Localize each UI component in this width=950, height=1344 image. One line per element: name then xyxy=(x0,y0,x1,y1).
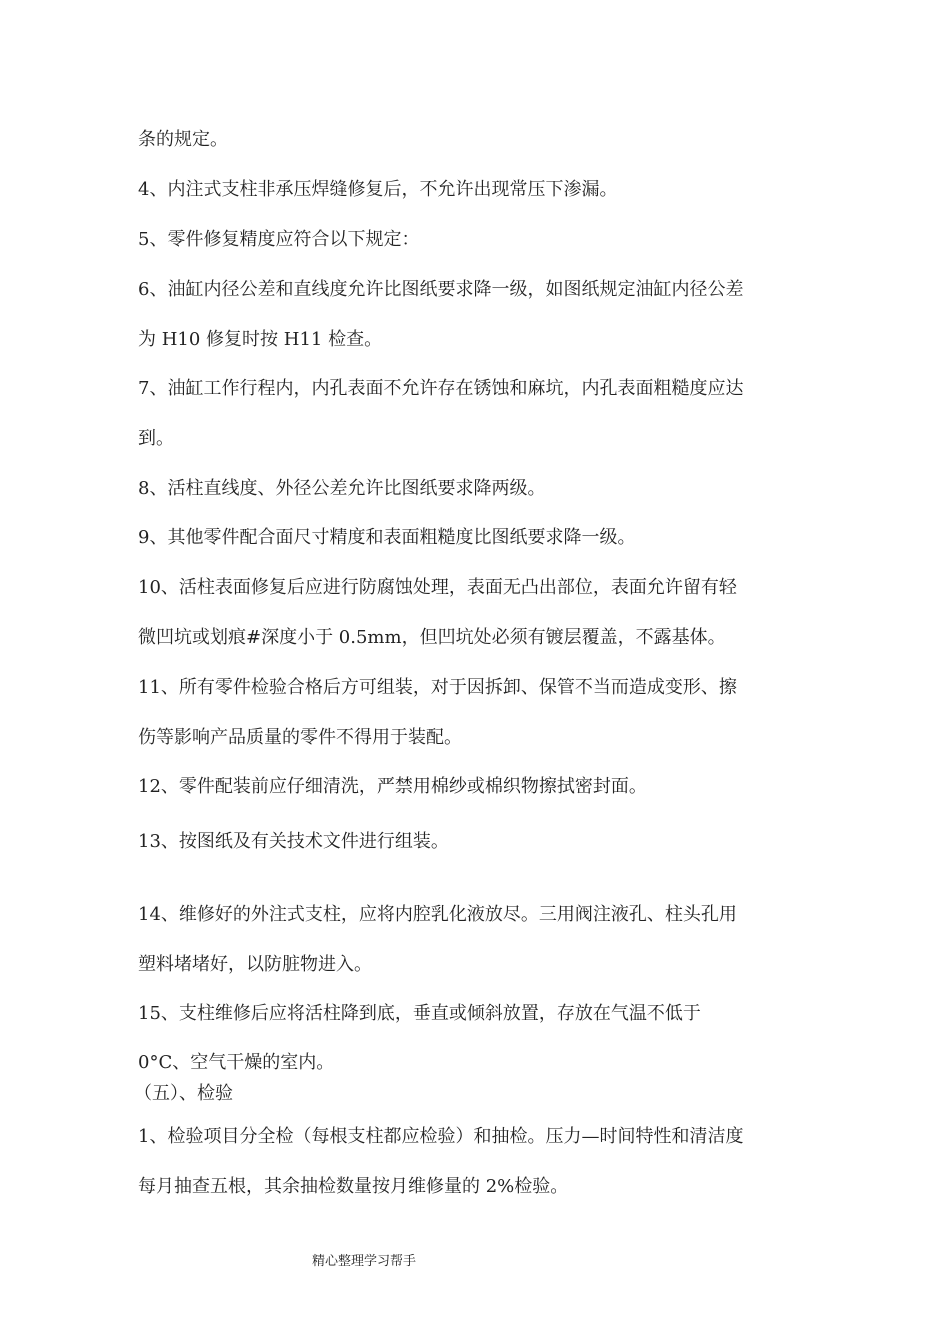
text-line: 塑料堵堵好，以防脏物进入。 xyxy=(138,954,372,975)
page-footer: 精心整理学习帮手 xyxy=(312,1254,417,1269)
text-line: 7、油缸工作行程内，内孔表面不允许存在锈蚀和麻坑，内孔表面粗糙度应达 xyxy=(138,378,744,399)
text-line: 伤等影响产品质量的零件不得用于装配。 xyxy=(138,727,462,748)
text-line: 0°C、空气干燥的室内。 xyxy=(138,1052,335,1073)
text-line: 为 H10 修复时按 H11 检查。 xyxy=(138,329,383,350)
text-line: 5、零件修复精度应符合以下规定： xyxy=(138,229,420,250)
text-line: 14、维修好的外注式支柱，应将内腔乳化液放尽。三用阀注液孔、柱头孔用 xyxy=(138,904,737,925)
text-line: 8、活柱直线度、外径公差允许比图纸要求降两级。 xyxy=(138,478,546,499)
text-line: 13、按图纸及有关技术文件进行组装。 xyxy=(138,831,449,852)
text-line: 微凹坑或划痕#深度小于 0.5mm，但凹坑处必须有镀层覆盖，不露基体。 xyxy=(138,627,726,648)
section-heading: （五）、检验 xyxy=(134,1083,233,1104)
text-line: 4、内注式支柱非承压焊缝修复后，不允许出现常压下渗漏。 xyxy=(138,179,618,200)
text-line: 15、支柱维修后应将活柱降到底，垂直或倾斜放置，存放在气温不低于 xyxy=(138,1003,701,1024)
text-line: 12、零件配装前应仔细清洗，严禁用棉纱或棉织物擦拭密封面。 xyxy=(138,776,647,797)
text-line: 1、检验项目分全检（每根支柱都应检验）和抽检。压力—时间特性和清洁度 xyxy=(138,1126,744,1147)
text-line: 到。 xyxy=(138,428,174,449)
text-line: 9、其他零件配合面尺寸精度和表面粗糙度比图纸要求降一级。 xyxy=(138,527,636,548)
text-line: 11、所有零件检验合格后方可组装，对于因拆卸、保管不当而造成变形、擦 xyxy=(138,677,737,698)
text-line: 条的规定。 xyxy=(138,129,228,150)
text-line: 每月抽查五根，其余抽检数量按月维修量的 2%检验。 xyxy=(138,1176,569,1197)
text-line: 6、油缸内径公差和直线度允许比图纸要求降一级，如图纸规定油缸内径公差 xyxy=(138,279,744,300)
text-line: 10、活柱表面修复后应进行防腐蚀处理，表面无凸出部位，表面允许留有轻 xyxy=(138,577,737,598)
